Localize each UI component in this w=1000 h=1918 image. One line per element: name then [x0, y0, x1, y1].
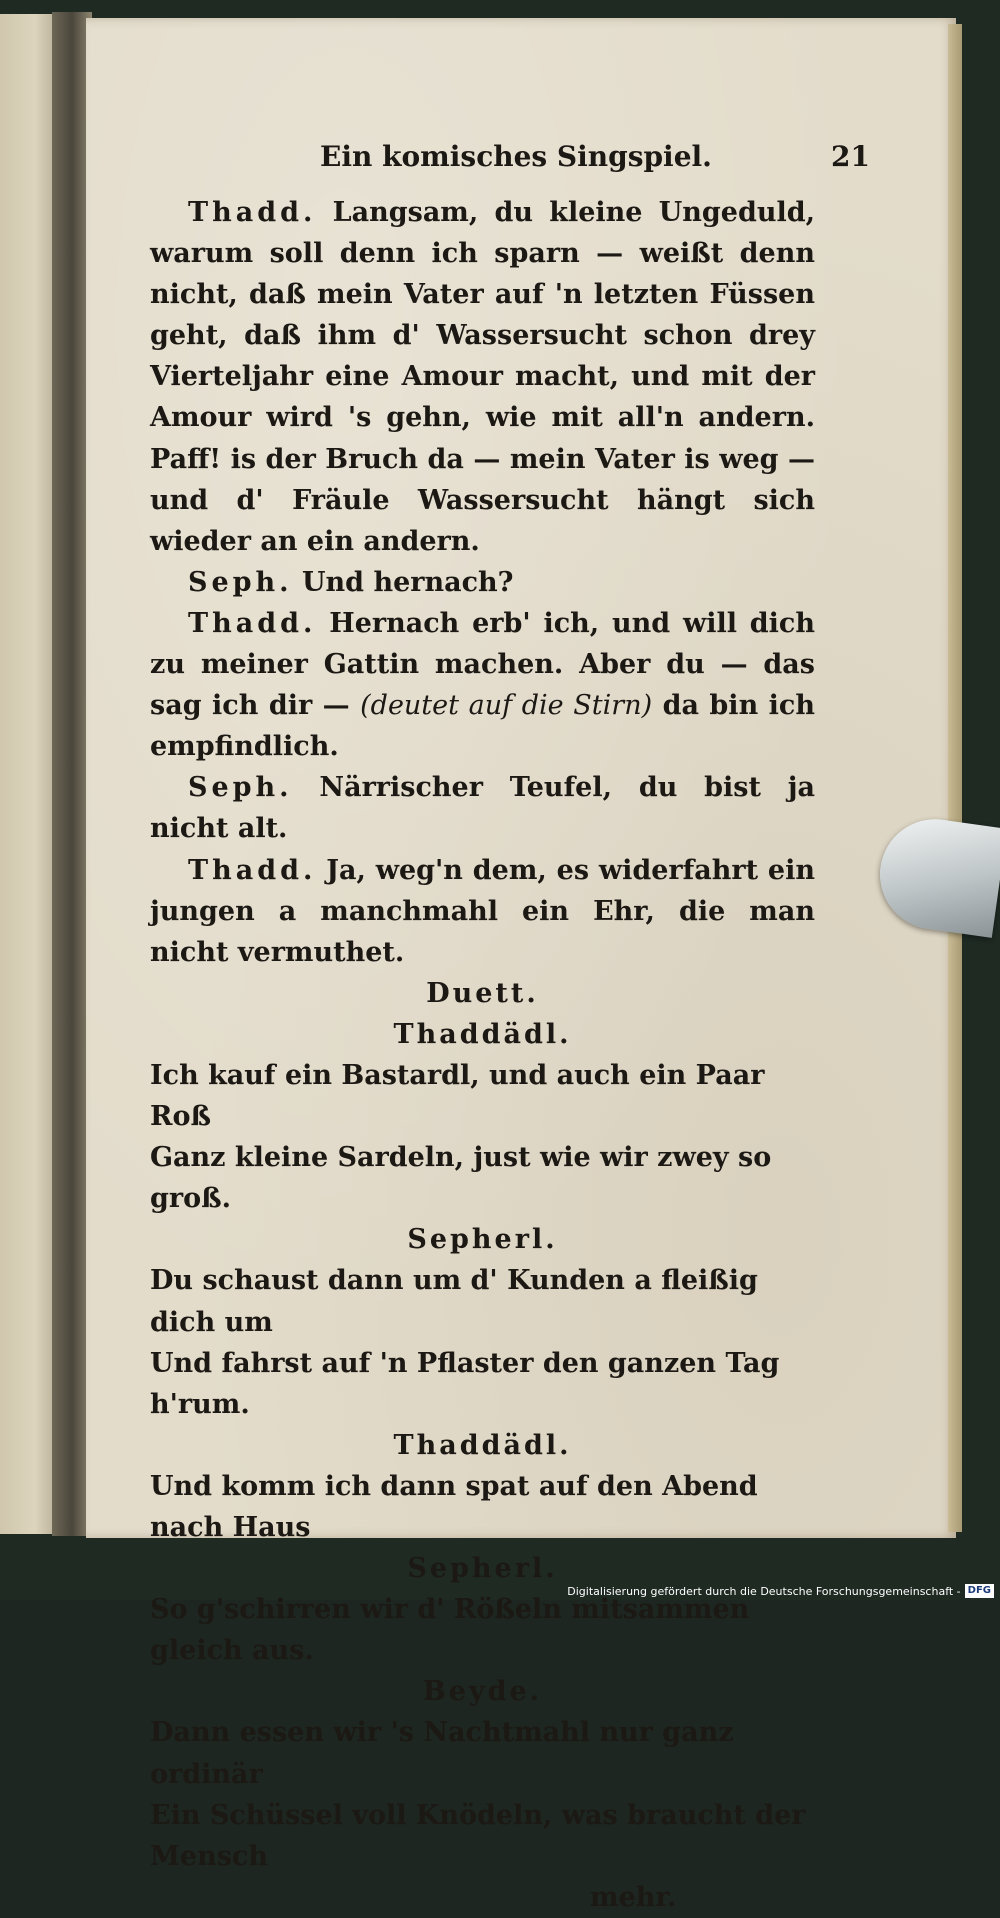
dialogue-text: Hernach erb' ich, und will dich zu meiner Gattin machen. Aber du — das sag ich dir —: [150, 608, 815, 721]
left-page-edge: [0, 14, 58, 1534]
page-number: 21: [831, 140, 870, 173]
speaker-label: Thadd.: [188, 855, 316, 886]
verse-line: So g'schirren wir d' Rößeln mitsammen gleich aus.: [150, 1589, 815, 1671]
dialogue-paragraph: [150, 192, 815, 562]
stage-direction: (deutet auf die Stirn): [360, 690, 652, 721]
verse-line: Und komm ich dann spat auf den Abend nach Haus: [150, 1466, 815, 1548]
dialogue-paragraph: [150, 562, 815, 603]
verse-line: Ganz kleine Sardeln, just wie wir zwey so groß.: [150, 1137, 815, 1219]
role-heading: Sepherl.: [150, 1219, 815, 1260]
role-heading: Sepherl.: [150, 1548, 815, 1589]
role-heading: Thaddädl.: [150, 1014, 815, 1055]
verse-line: Dann essen wir 's Nachtmahl nur ganz ordinär: [150, 1712, 815, 1794]
footer-credit: Digitalisierung gefördert durch die Deutsche Forschungsgemeinschaft -: [567, 1585, 960, 1598]
role-heading: Thaddädl.: [150, 1425, 815, 1466]
dialogue-paragraph: [150, 850, 815, 973]
dialogue-paragraph: [150, 767, 815, 849]
speaker-label: Thadd.: [188, 608, 316, 639]
speaker-label: Seph.: [188, 772, 293, 803]
dialogue-text: Närrischer Teufel, du bist ja nicht alt.: [150, 772, 815, 844]
verse-line: Du schaust dann um d' Kunden a fleißig dich um: [150, 1260, 815, 1342]
dfg-logo: DFG: [965, 1584, 994, 1598]
dialogue-text: da bin ich empfindlich.: [150, 690, 815, 762]
dialogue-text: Langsam, du kleine Ungeduld, warum soll denn ich sparn — weißt denn nicht, daß mein Vater auf 'n letzten Füssen geht, daß ihm d' Wassersucht schon drey Vierteljahr eine Amour macht, und mit der Amour wird 's gehn, wie mit all'n andern. Paff! is der Bruch da — mein Vater is weg — und d' Fräule Wassersucht hängt sich wieder an ein andern.: [150, 197, 815, 557]
running-title: Ein komisches Singspiel.: [320, 140, 712, 173]
speaker-label: Thadd.: [188, 197, 316, 228]
dialogue-text: Ja, weg'n dem, es widerfahrt ein jungen a manchmahl ein Ehr, die man nicht vermuthet.: [150, 855, 815, 968]
page-body: [150, 192, 815, 1918]
duet-heading: Duett.: [150, 973, 815, 1014]
verse-line: Und fahrst auf 'n Pflaster den ganzen Tag h'rum.: [150, 1343, 815, 1425]
role-heading: Beyde.: [150, 1671, 815, 1712]
verse-line: Ich kauf ein Bastardl, und auch ein Paar Roß: [150, 1055, 815, 1137]
digitization-footer: [567, 1584, 994, 1598]
dialogue-paragraph: [150, 603, 815, 767]
page-fore-edge: [948, 24, 962, 1532]
verse-line: Ein Schüssel voll Knödeln, was braucht der Mensch: [150, 1795, 815, 1877]
verse-line-continuation: mehr.: [150, 1877, 815, 1918]
dialogue-text: Und hernach?: [302, 567, 514, 598]
running-header: [150, 140, 870, 182]
speaker-label: Seph.: [188, 567, 293, 598]
